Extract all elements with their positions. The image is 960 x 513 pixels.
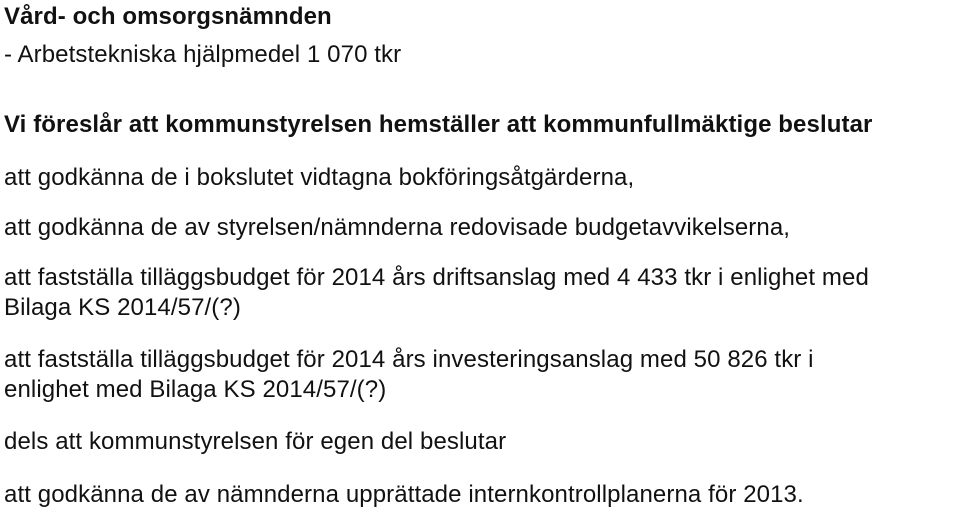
clause-own-decision: dels att kommunstyrelsen för egen del beslutar [4, 428, 507, 455]
proposal-heading: Vi föreslår att kommunstyrelsen hemställer att kommunfullmäktige beslutar [4, 111, 873, 138]
clause-internal-control: att godkänna de av nämnderna upprättade internkontrollplanerna för 2013. [4, 481, 804, 508]
clause-operating-budget-line2: Bilaga KS 2014/57/(?) [4, 294, 241, 321]
clause-investment-budget-line1: att fastställa tilläggsbudget för 2014 års investeringsanslag med 50 826 tkr i [4, 346, 814, 373]
clause-operating-budget-line1: att fastställa tilläggsbudget för 2014 års driftsanslag med 4 433 tkr i enlighet med [4, 264, 869, 291]
clause-investment-budget-line2: enlighet med Bilaga KS 2014/57/(?) [4, 376, 387, 403]
clause-bookkeeping: att godkänna de i bokslutet vidtagna bokföringsåtgärderna, [4, 164, 635, 191]
clause-budget-deviations: att godkänna de av styrelsen/nämnderna redovisade budgetavvikelserna, [4, 214, 791, 241]
item-line: - Arbetstekniska hjälpmedel 1 070 tkr [4, 41, 402, 68]
committee-title: Vård- och omsorgsnämnden [4, 3, 332, 30]
